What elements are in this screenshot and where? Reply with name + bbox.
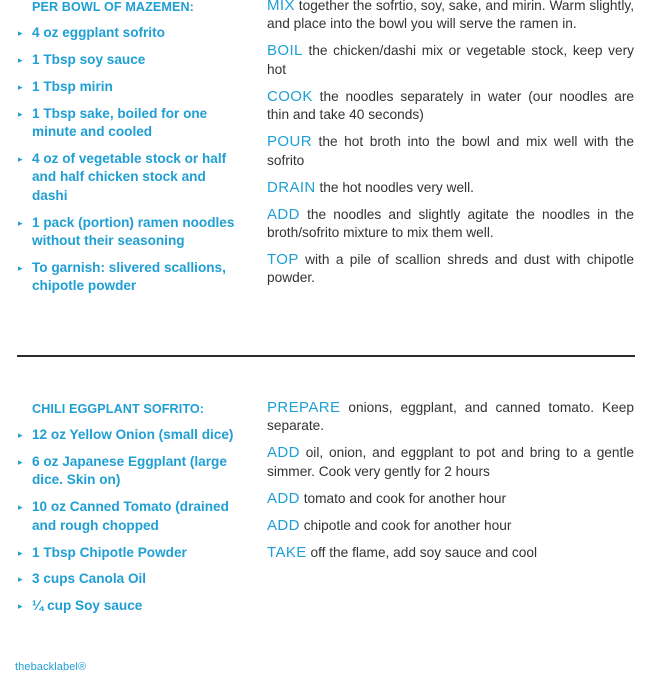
step-text: chipotle and cook for another hour [303,517,512,533]
step-verb: BOIL [267,42,303,60]
recipe-step [267,544,634,562]
step-verb: COOK [267,87,313,105]
recipe-step [267,444,634,481]
recipe-step [267,399,634,436]
bullet-icon: ▸ [18,430,23,440]
bullet-icon: ▸ [18,154,23,165]
recipe-step [267,179,634,197]
ingredient-item: ▸ 6 oz Japanese Eggplant (large dice. Skin on) [18,453,227,488]
bullet-icon: ▸ [18,217,23,228]
step-text: with a pile of scallion shreds and dust with chipotle powder. [267,252,634,286]
recipe-step [267,88,634,125]
bullet-icon: ▸ [18,502,23,513]
recipe-step [267,42,634,79]
step-text: the noodles separately in water (our noodles are thin and take 40 seconds) [267,88,634,123]
ingredient-item: ▸ 1 Tbsp Chipotle Powder [17,544,239,562]
step-text: the hot noodles very well. [319,179,474,195]
recipe-step [267,517,634,535]
step-text: the chicken/dashi mix or vegetable stock, keep very hot [267,43,635,77]
step-text: oil, onion, and eggplant to pot and bring to a gentle simmer. Cook very gently for 2 hours [267,445,634,479]
brand-logo-text: thebacklabel® [15,661,87,673]
ingredient-item: ▸ 12 oz Yellow Onion (small dice) [17,426,239,444]
step-verb: DRAIN [267,178,316,196]
recipe-step [267,0,634,34]
bullet-icon: ▸ [18,81,23,92]
ingredient-item: ▸ To garnish: slivered scallions, chipotle powder [18,260,226,294]
step-text: off the flame, add soy sauce and cool [310,544,537,560]
recipe-step [267,490,634,508]
section-divider [17,355,635,357]
ingredient-item: ▸ 1 Tbsp soy sauce [17,51,239,69]
mazemen-ingredients [17,0,239,304]
mazemen-ingredients-title: PER BOWL OF MAZEMEN: [32,0,194,14]
sofrito-steps [267,399,634,571]
step-text: onions, eggplant, and canned tomato. Keep separate. [267,400,634,434]
step-text: tomato and cook for another hour [303,490,507,506]
step-text: the hot broth into the bowl and mix well with the sofrito [267,134,634,168]
recipe-step [267,206,634,243]
step-verb: ADD [267,444,300,462]
recipe-step [267,251,634,288]
step-text: the noodles and slightly agitate the noodles in the broth/sofrito mixture to mix them well. [267,206,634,241]
ingredient-item: ▸ ¼ cup Soy sauce [17,597,239,615]
sofrito-ingredients [17,400,239,624]
step-verb: MIX [267,0,295,14]
ingredient-item: ▸ 1 pack (portion) ramen noodles without their seasoning [18,214,235,249]
bullet-icon: ▸ [18,108,23,119]
bullet-icon: ▸ [18,263,23,274]
step-verb: PREPARE [267,399,341,416]
step-text: together the sofrtio, soy, sake, and mirin. Warm slightly, and place into the bowl you will serve the ramen in. [267,0,634,32]
step-verb: ADD [267,489,300,507]
sofrito-ingredients-title: CHILI EGGPLANT SOFRITO: [32,402,205,416]
ingredient-item: ▸ 4 oz eggplant sofrito [17,24,239,42]
bullet-icon: ▸ [18,547,23,558]
ingredient-item: ▸ 4 oz of vegetable stock or half and half chicken stock and dashi [18,151,227,203]
recipe-step [267,133,634,170]
ingredient-item: ▸ 1 Tbsp sake, boiled for one minute and cooled [18,105,208,140]
step-verb: ADD [267,205,300,223]
bullet-icon: ▸ [18,456,23,467]
bullet-icon: ▸ [18,601,23,612]
step-verb: TAKE [267,543,307,561]
ingredient-item: ▸ 3 cups Canola Oil [17,570,239,588]
step-verb: ADD [267,516,300,534]
mazemen-steps [267,0,634,296]
ingredient-item: ▸ 10 oz Canned Tomato (drained and rough chopped [18,499,229,533]
bullet-icon: ▸ [18,574,23,585]
step-verb: POUR [267,133,312,151]
bullet-icon: ▸ [18,54,23,65]
step-verb: TOP [267,251,299,269]
bullet-icon: ▸ [18,28,23,38]
ingredient-item: ▸ 1 Tbsp mirin [17,78,239,96]
